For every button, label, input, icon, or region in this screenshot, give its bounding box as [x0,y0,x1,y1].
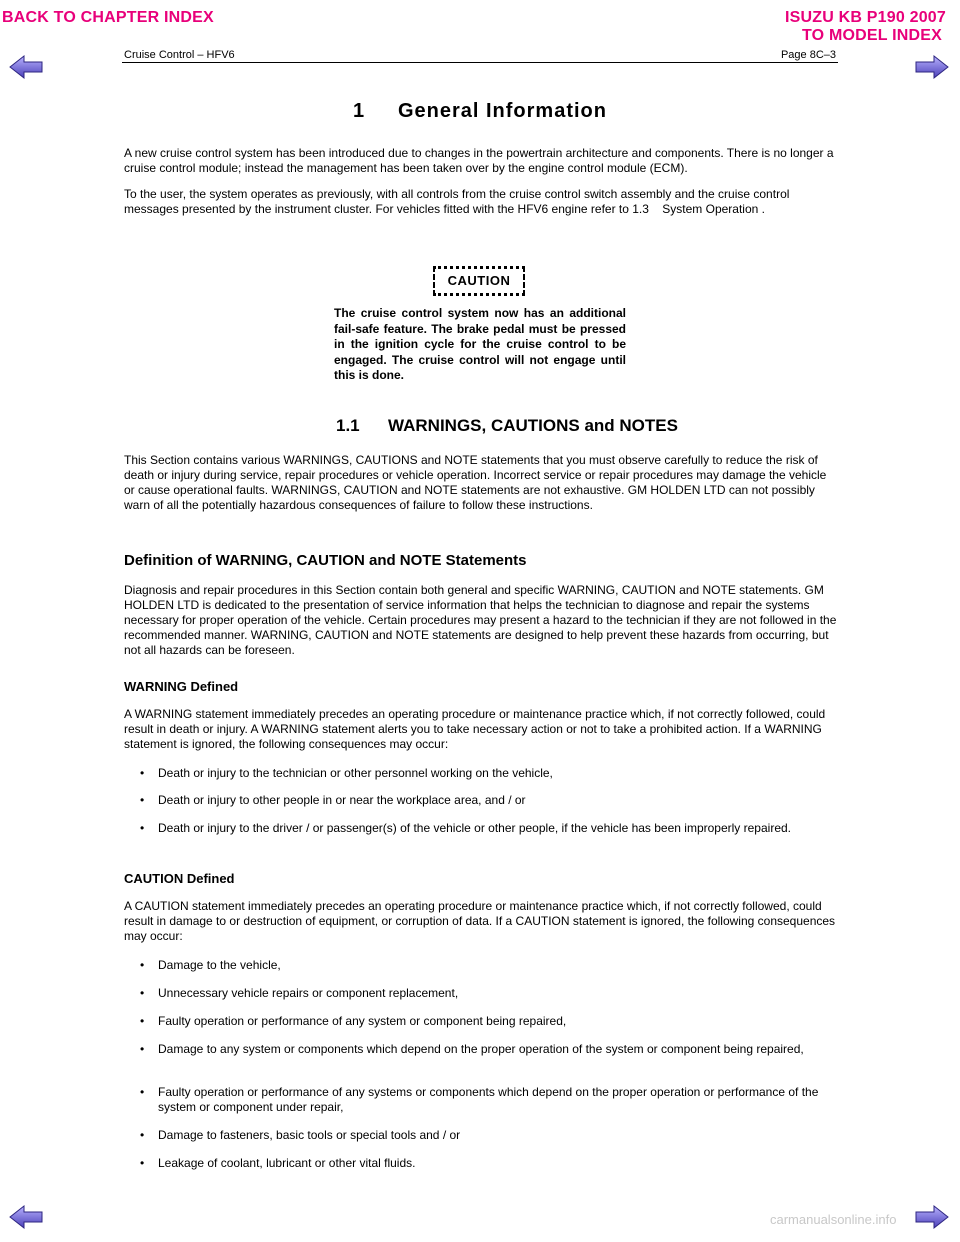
list-item-text: Damage to the vehicle, [158,958,281,972]
caution-text: The cruise control system now has an additional fail-safe feature. The brake pedal must be pressed in the ignition cycle for the cruise control to be engaged. The cruise control will not engage until this is done. [334,306,626,382]
list-item-text: Damage to any system or components which depend on the proper operation of the system or component being repaired, [158,1042,804,1056]
list-item-text: Death or injury to the driver / or passenger(s) of the vehicle or other people, if the vehicle has been improperly repaired. [158,821,791,835]
bullet-icon: • [140,958,145,972]
running-header-title: Cruise Control – HFV6 [124,49,235,61]
list-item-text: Death or injury to other people in or near the workplace area, and / or [158,793,526,807]
list-item-text: Faulty operation or performance of any systems or components which depend on the proper operation or performance of the system or component under repair, [158,1085,819,1114]
bullet-icon: • [140,986,145,1000]
subsection-title: WARNINGS, CAUTIONS and NOTES [388,416,678,435]
subsection-number: 1.1 [336,416,360,435]
warning-defined-heading: WARNING Defined [124,679,239,694]
list-item-text: Damage to fasteners, basic tools or special tools and / or [158,1128,461,1142]
bullet-icon: • [140,821,145,835]
previous-page-bottom-arrow-icon[interactable] [8,1204,44,1230]
intro-paragraph-2: To the user, the system operates as previously, with all controls from the cruise control switch assembly and the cruise control messages presented by the instrument cluster. For vehicles fitted with the HFV6 engine refer to 1.3 System Operation . [124,187,793,216]
caution-defined-paragraph: A CAUTION statement immediately precedes an operating procedure or maintenance practice which, if not correctly followed, could result in damage to or destruction of equipment, or corruption of data. If a CAUTION statement is ignored, the following consequences may occur: [124,899,836,943]
previous-page-arrow-icon[interactable] [8,54,44,80]
intro-paragraph-1: A new cruise control system has been introduced due to changes in the powertrain architecture and components. There is no longer a cruise control module; instead the management has been taken over by the engine control module (ECM). [124,146,834,175]
section-title: 1 General Information [353,100,607,122]
bullet-icon: • [140,1042,145,1056]
next-page-bottom-arrow-icon[interactable] [914,1204,950,1230]
definition-heading: Definition of WARNING, CAUTION and NOTE Statements [124,552,527,569]
warning-defined-paragraph: A WARNING statement immediately precedes an operating procedure or maintenance practice which, if not correctly followed, could result in death or injury. A WARNING statement alerts you to take necessary action or not to take a prohibited action. If a WARNING statement is ignored, the following consequences may occur: [124,707,826,751]
definition-paragraph: Diagnosis and repair procedures in this Section contain both general and specific WARNING, CAUTION and NOTE statements. GM HOLDEN LTD is dedicated to the presentation of service information that helps the technician to diagnose and repair the systems necessary for proper operation of the vehicle. Certain procedures may present a hazard to the technician if they are not followed in the recommended manner. WARNING, CAUTION and NOTE statements are designed to help prevent these hazards from occurring, but not all hazards can be foreseen. [124,583,837,657]
caution-label: CAUTION [447,273,511,288]
bullet-icon: • [140,1128,145,1142]
subsection-paragraph: This Section contains various WARNINGS, CAUTIONS and NOTE statements that you must observe carefully to reduce the risk of death or injury during service, repair procedures or vehicle operation. Incorrect service or repair procedures may damage the vehicle or cause operational faults. WARNINGS, CAUTION and NOTE statements are not exhaustive. GM HOLDEN LTD can not possibly warn of all the potentially hazardous consequences of failure to follow these instructions. [124,453,827,512]
list-item-text: Leakage of coolant, lubricant or other vital fluids. [158,1156,416,1170]
next-page-arrow-icon[interactable] [914,54,950,80]
caution-label-box [433,266,525,296]
bullet-icon: • [140,1085,145,1099]
caution-defined-heading: CAUTION Defined [124,871,235,886]
running-header-page: Page 8C–3 [780,49,836,61]
model-title-link[interactable]: ISUZU KB P190 2007 [784,9,946,26]
bullet-icon: • [140,1014,145,1028]
header-rule [122,62,838,63]
back-to-chapter-index-link[interactable]: BACK TO CHAPTER INDEX [2,9,214,26]
to-model-index-link[interactable]: TO MODEL INDEX [801,27,942,44]
list-item-text: Death or injury to the technician or other personnel working on the vehicle, [158,766,553,780]
bullet-icon: • [140,793,145,807]
list-item-text: Unnecessary vehicle repairs or component replacement, [158,986,459,1000]
bullet-icon: • [140,766,145,780]
bullet-icon: • [140,1156,145,1170]
footer-watermark: carmanualsonline.info [770,1212,897,1227]
list-item-text: Faulty operation or performance of any system or component being repaired, [158,1014,567,1028]
subsection-heading [336,416,678,436]
